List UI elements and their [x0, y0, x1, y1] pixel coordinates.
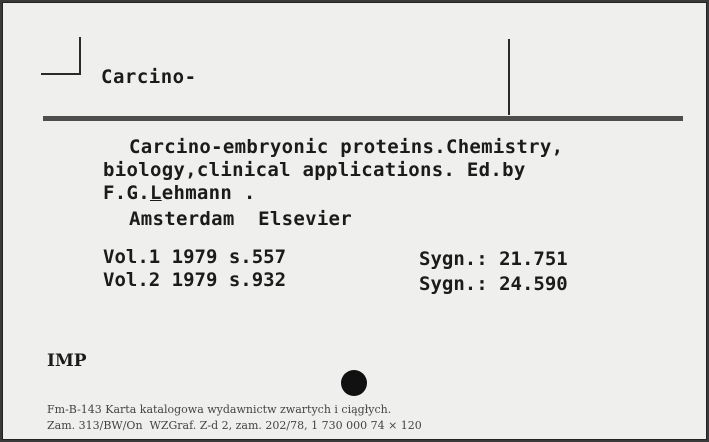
right-divider-mark [508, 39, 510, 115]
title-line-1: Carcino-embryonic proteins.Chemistry, [129, 136, 564, 158]
title-line-2: biology,clinical applications. Ed.by [103, 159, 526, 181]
volume-1-sygnature: Sygn.: 21.751 [419, 248, 568, 270]
classification-code: IMP [47, 351, 87, 371]
footer-line-1: Fm-B-143 Karta katalogowa wydawnictw zwartych i ciągłych. [47, 403, 392, 416]
footer-line-2: Zam. 313/BW/On WZGraf. Z-d 2, zam. 202/78, 1 730 000 74 × 120 [47, 419, 422, 432]
title-line-3 [103, 182, 256, 204]
volume-2-sygnature: Sygn.: 24.590 [419, 273, 568, 295]
publisher-line: Amsterdam Elsevier [129, 208, 353, 230]
punch-hole [341, 370, 367, 396]
corner-mark-horizontal [41, 73, 81, 75]
editor-surname: ehmann . [161, 182, 256, 204]
catalog-card [2, 2, 707, 440]
corner-mark-vertical [79, 37, 81, 75]
volume-2: Vol.2 1979 s.932 [103, 269, 287, 291]
volume-1: Vol.1 1979 s.557 [103, 246, 287, 268]
card-heading: Carcino- [101, 66, 197, 88]
editor-underlined-letter: L [149, 182, 162, 204]
heading-rule [43, 116, 683, 121]
editor-initials: F.G. [103, 182, 150, 204]
